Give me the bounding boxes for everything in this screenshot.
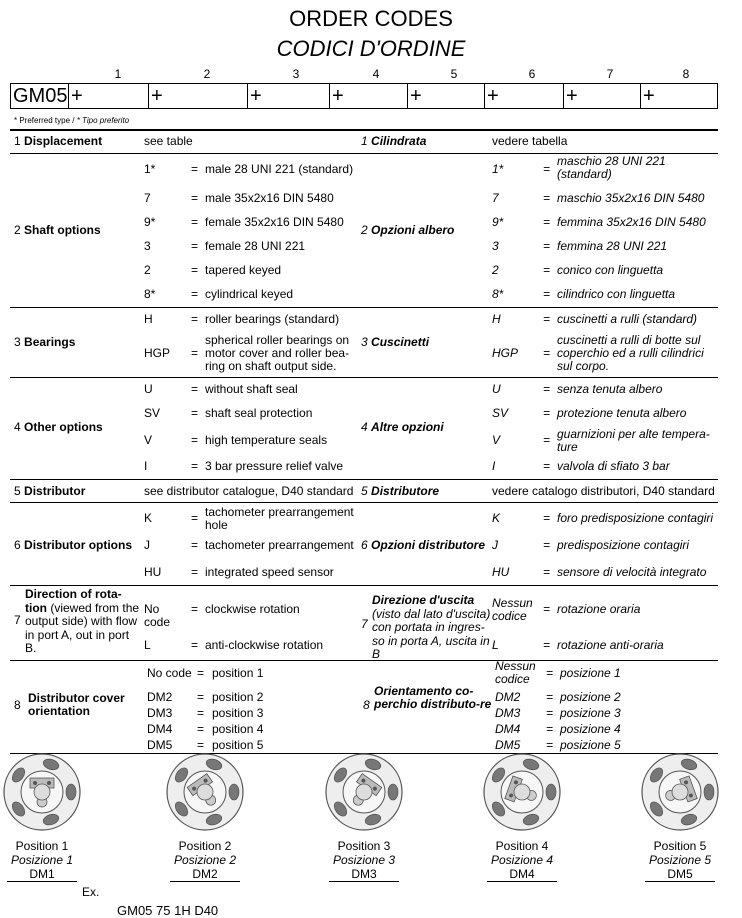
position-underline bbox=[7, 881, 77, 882]
position-label: Position 4 bbox=[495, 839, 549, 853]
distributor-value: see distributor catalogue, D40 standard bbox=[144, 484, 354, 498]
option-code-it: H bbox=[492, 312, 501, 326]
position-code: DM2 bbox=[192, 867, 218, 881]
option-code-it: L bbox=[492, 638, 499, 652]
option-code-it: 3 bbox=[492, 239, 499, 253]
option-code: HU bbox=[144, 565, 162, 579]
equals-sign: = bbox=[197, 706, 205, 720]
position-code: DM3 bbox=[351, 867, 377, 881]
equals-sign: = bbox=[191, 239, 199, 253]
equals-sign: = bbox=[191, 433, 199, 447]
equals-sign-it: = bbox=[543, 538, 551, 552]
option-code: L bbox=[144, 638, 151, 652]
position-wheel-icon bbox=[2, 752, 82, 832]
column-number-1: 1 bbox=[114, 67, 122, 81]
option-text-it: rotazione anti-oraria bbox=[557, 638, 664, 652]
option-code-it: HU bbox=[492, 565, 510, 579]
plus-sign: + bbox=[643, 85, 655, 107]
position-label-it: Posizione 1 bbox=[10, 853, 74, 867]
option-code: DM2 bbox=[147, 690, 173, 704]
option-code: U bbox=[144, 382, 153, 396]
option-text: tapered keyed bbox=[205, 263, 282, 277]
option-code: 7 bbox=[144, 191, 151, 205]
option-code: 2 bbox=[144, 263, 151, 277]
equals-sign-it: = bbox=[543, 215, 551, 229]
option-code-it: Nessun codice bbox=[495, 659, 536, 686]
option-text: male 28 UNI 221 (standard) bbox=[205, 162, 354, 176]
position-label-it: Posizione 2 bbox=[173, 853, 237, 867]
divider bbox=[10, 660, 718, 661]
option-code: HGP bbox=[144, 346, 171, 360]
example-label: Ex. bbox=[82, 885, 100, 899]
option-text-it: cuscinetti a rulli (standard) bbox=[557, 312, 698, 326]
option-text-it: valvola di sfiato 3 bar bbox=[557, 459, 670, 473]
plus-sign: + bbox=[71, 85, 83, 107]
option-text: shaft seal protection bbox=[205, 406, 313, 420]
section-shaft-it: 2 Opzioni albero bbox=[361, 223, 455, 237]
option-code-it: Nessun codice bbox=[492, 596, 533, 623]
option-code: 8* bbox=[144, 287, 156, 301]
position-label: Position 1 bbox=[15, 839, 69, 853]
position-label-it: Posizione 3 bbox=[332, 853, 396, 867]
option-text-it: posizione 3 bbox=[560, 706, 621, 720]
option-text: roller bearings (standard) bbox=[205, 312, 340, 326]
position-label-it: Posizione 5 bbox=[648, 853, 712, 867]
option-text: anti-clockwise rotation bbox=[205, 638, 324, 652]
section-bearings-it: 3 Cuscinetti bbox=[361, 335, 430, 349]
option-code: No code bbox=[147, 666, 192, 680]
option-code: V bbox=[144, 433, 153, 447]
divider bbox=[10, 479, 718, 480]
column-number-7: 7 bbox=[606, 67, 614, 81]
section-direction-num: 7 bbox=[14, 613, 21, 627]
equals-sign: = bbox=[191, 191, 199, 205]
column-number-3: 3 bbox=[292, 67, 300, 81]
plus-sign: + bbox=[151, 85, 163, 107]
section-shaft: 2 Shaft options bbox=[14, 223, 101, 237]
option-code-it: 1* bbox=[492, 162, 504, 176]
equals-sign: = bbox=[197, 690, 205, 704]
option-text: position 3 bbox=[212, 706, 264, 720]
plus-sign: + bbox=[487, 85, 499, 107]
option-code-it: HGP bbox=[492, 346, 519, 360]
equals-sign: = bbox=[197, 738, 205, 752]
equals-sign: = bbox=[191, 511, 199, 525]
equals-sign-it: = bbox=[543, 191, 551, 205]
option-code: DM4 bbox=[147, 722, 173, 736]
option-code: No code bbox=[144, 602, 171, 629]
column-number-6: 6 bbox=[528, 67, 536, 81]
section-cover-label: Distributor cover orientation bbox=[28, 691, 125, 718]
position-caption bbox=[0, 839, 92, 881]
equals-sign-it: = bbox=[546, 738, 554, 752]
divider bbox=[10, 502, 718, 503]
equals-sign: = bbox=[191, 215, 199, 229]
section-distributor-it: 5 Distributore bbox=[361, 484, 440, 498]
option-text-it: conico con linguetta bbox=[557, 263, 664, 277]
equals-sign: = bbox=[197, 722, 205, 736]
column-number-5: 5 bbox=[450, 67, 458, 81]
section-displacement: 1 Displacement bbox=[14, 134, 103, 148]
position-label: Position 3 bbox=[337, 839, 391, 853]
option-text: high temperature seals bbox=[205, 433, 328, 447]
section-cover-label-it: Orientamento co-perchio distributo-re bbox=[374, 684, 492, 711]
section-direction-label: Direction of rota-tion (viewed from the output side) with flow in port A, out in port B. bbox=[25, 587, 140, 655]
position-code: DM5 bbox=[667, 867, 693, 881]
option-text: female 28 UNI 221 bbox=[205, 239, 306, 253]
position-underline bbox=[487, 881, 557, 882]
option-text: position 1 bbox=[212, 666, 264, 680]
section-cover-num: 8 bbox=[14, 698, 21, 712]
option-text-it: posizione 4 bbox=[560, 722, 621, 736]
equals-sign: = bbox=[191, 287, 199, 301]
option-text-it: maschio 35x2x16 DIN 5480 bbox=[557, 191, 705, 205]
option-code: 3 bbox=[144, 239, 151, 253]
option-text: female 35x2x16 DIN 5480 bbox=[205, 215, 344, 229]
option-code-it: SV bbox=[492, 406, 509, 420]
divider bbox=[10, 129, 718, 131]
equals-sign: = bbox=[191, 459, 199, 473]
position-label: Position 2 bbox=[178, 839, 232, 853]
option-code-it: DM5 bbox=[495, 738, 521, 752]
code-prefix: GM05 bbox=[13, 85, 68, 107]
distributor-value-it: vedere catalogo distributori, D40 standard bbox=[492, 484, 715, 498]
equals-sign-it: = bbox=[546, 690, 554, 704]
section-bearings: 3 Bearings bbox=[14, 335, 76, 349]
equals-sign-it: = bbox=[546, 666, 554, 680]
option-text: position 2 bbox=[212, 690, 264, 704]
option-text-it: rotazione oraria bbox=[557, 602, 641, 616]
equals-sign: = bbox=[197, 666, 205, 680]
option-code-it: V bbox=[492, 433, 501, 447]
equals-sign-it: = bbox=[543, 565, 551, 579]
section-direction-label-it: Direzione d'uscita (visto dal lato d'uscita) con portata in ingres-so in porta A, uscita in B bbox=[372, 593, 491, 661]
option-text-it: femmina 28 UNI 221 bbox=[557, 239, 668, 253]
equals-sign: = bbox=[191, 638, 199, 652]
section-direction-num-it: 7 bbox=[361, 617, 368, 631]
option-text-it: senza tenuta albero bbox=[557, 382, 663, 396]
section-distributor-options-it: 6 Opzioni distributore bbox=[361, 538, 486, 552]
plus-sign: + bbox=[566, 85, 578, 107]
equals-sign-it: = bbox=[543, 602, 551, 616]
equals-sign: = bbox=[191, 162, 199, 176]
option-text: position 4 bbox=[212, 722, 264, 736]
equals-sign-it: = bbox=[543, 312, 551, 326]
option-code-it: I bbox=[492, 459, 496, 473]
divider bbox=[10, 307, 718, 308]
option-text-it: posizione 1 bbox=[560, 666, 621, 680]
column-number-2: 2 bbox=[203, 67, 211, 81]
position-label: Position 5 bbox=[653, 839, 707, 853]
option-code: 9* bbox=[144, 215, 156, 229]
option-code: K bbox=[144, 511, 153, 525]
position-caption bbox=[472, 839, 572, 881]
option-code-it: DM3 bbox=[495, 706, 521, 720]
code-cell-7 bbox=[11, 84, 641, 108]
equals-sign-it: = bbox=[543, 382, 551, 396]
divider bbox=[10, 585, 718, 586]
position-underline bbox=[170, 881, 240, 882]
section-other: 4 Other options bbox=[14, 420, 103, 434]
preferred-note: * Preferred type / * Tipo preferito bbox=[14, 116, 130, 125]
position-wheel-icon bbox=[165, 752, 245, 832]
equals-sign: = bbox=[191, 263, 199, 277]
equals-sign-it: = bbox=[543, 263, 551, 277]
order-code-bar bbox=[10, 83, 718, 109]
position-wheel-icon bbox=[482, 752, 562, 832]
equals-sign: = bbox=[191, 406, 199, 420]
option-text-it: foro predisposizione contagiri bbox=[557, 511, 714, 525]
option-text-it: posizione 2 bbox=[560, 690, 621, 704]
option-code-it: 2 bbox=[492, 263, 499, 277]
plus-sign: + bbox=[250, 85, 262, 107]
option-text: integrated speed sensor bbox=[205, 565, 334, 579]
option-text: position 5 bbox=[212, 738, 264, 752]
equals-sign: = bbox=[191, 312, 199, 326]
equals-sign-it: = bbox=[543, 162, 551, 176]
position-wheel-icon bbox=[324, 752, 404, 832]
option-code: DM5 bbox=[147, 738, 173, 752]
option-text-it: femmina 35x2x16 DIN 5480 bbox=[557, 215, 706, 229]
equals-sign: = bbox=[191, 382, 199, 396]
option-text-it: predisposizione contagiri bbox=[557, 538, 690, 552]
option-code-it: U bbox=[492, 382, 501, 396]
option-code-it: 7 bbox=[492, 191, 499, 205]
option-text: 3 bar pressure relief valve bbox=[205, 459, 344, 473]
position-caption bbox=[630, 839, 730, 881]
position-code: DM1 bbox=[29, 867, 55, 881]
equals-sign-it: = bbox=[543, 239, 551, 253]
option-code-it: 8* bbox=[492, 287, 504, 301]
equals-sign-it: = bbox=[543, 459, 551, 473]
position-code: DM4 bbox=[509, 867, 535, 881]
option-text-it: cuscinetti a rulli di botte sul coperchio ed a rulli cilindrici sul corpo. bbox=[557, 333, 704, 373]
displacement-value: see table bbox=[144, 134, 193, 148]
column-number-8: 8 bbox=[682, 67, 690, 81]
option-text: tachometer prearrangement hole bbox=[205, 505, 354, 532]
section-distributor-options: 6 Distributor options bbox=[14, 538, 133, 552]
equals-sign-it: = bbox=[543, 638, 551, 652]
equals-sign: = bbox=[191, 346, 199, 360]
option-text-it: cilindrico con linguetta bbox=[557, 287, 676, 301]
equals-sign-it: = bbox=[543, 406, 551, 420]
option-text: without shaft seal bbox=[205, 382, 298, 396]
option-code-it: DM2 bbox=[495, 690, 521, 704]
option-text-it: posizione 5 bbox=[560, 738, 621, 752]
option-text: clockwise rotation bbox=[205, 602, 300, 616]
example-code: GM05 75 1H D40 bbox=[117, 903, 219, 918]
option-text: spherical roller bearings on motor cover and roller bea-ring on shaft output side. bbox=[205, 333, 350, 373]
section-other-it: 4 Altre opzioni bbox=[361, 420, 444, 434]
equals-sign-it: = bbox=[543, 287, 551, 301]
position-underline bbox=[645, 881, 715, 882]
option-text-it: protezione tenuta albero bbox=[557, 406, 687, 420]
option-code-it: 9* bbox=[492, 215, 504, 229]
option-code: SV bbox=[144, 406, 161, 420]
equals-sign-it: = bbox=[546, 722, 554, 736]
option-text-it: sensore di velocità integrato bbox=[557, 565, 707, 579]
column-number-4: 4 bbox=[372, 67, 380, 81]
option-code: H bbox=[144, 312, 153, 326]
plus-sign: + bbox=[410, 85, 422, 107]
section-cover-num-it: 8 bbox=[363, 698, 370, 712]
position-underline bbox=[329, 881, 399, 882]
displacement-value-it: vedere tabella bbox=[492, 134, 568, 148]
option-code: 1* bbox=[144, 162, 156, 176]
section-distributor: 5 Distributor bbox=[14, 484, 86, 498]
section-displacement-it: 1 Cilindrata bbox=[361, 134, 427, 148]
equals-sign: = bbox=[191, 565, 199, 579]
plus-sign: + bbox=[332, 85, 344, 107]
option-text: tachometer prearrangement bbox=[205, 538, 354, 552]
equals-sign: = bbox=[191, 538, 199, 552]
option-text: male 35x2x16 DIN 5480 bbox=[205, 191, 334, 205]
page-title: ORDER CODES bbox=[289, 6, 453, 31]
option-code-it: DM4 bbox=[495, 722, 521, 736]
equals-sign-it: = bbox=[543, 346, 551, 360]
option-code-it: J bbox=[492, 538, 498, 552]
position-wheel-icon bbox=[640, 752, 720, 832]
position-caption bbox=[314, 839, 414, 881]
position-label-it: Posizione 4 bbox=[490, 853, 554, 867]
page-title-italian: CODICI D'ORDINE bbox=[276, 36, 466, 61]
equals-sign: = bbox=[191, 602, 199, 616]
position-caption bbox=[155, 839, 255, 881]
divider bbox=[10, 377, 718, 378]
equals-sign-it: = bbox=[546, 706, 554, 720]
option-code-it: K bbox=[492, 511, 501, 525]
option-text-it: maschio 28 UNI 221 (standard) bbox=[557, 154, 666, 181]
option-code: I bbox=[144, 459, 148, 473]
option-code: J bbox=[144, 538, 150, 552]
option-text: cylindrical keyed bbox=[205, 287, 294, 301]
option-code: DM3 bbox=[147, 706, 173, 720]
equals-sign-it: = bbox=[543, 511, 551, 525]
option-text-it: guarnizioni per alte tempera-ture bbox=[557, 427, 710, 454]
equals-sign-it: = bbox=[543, 433, 551, 447]
